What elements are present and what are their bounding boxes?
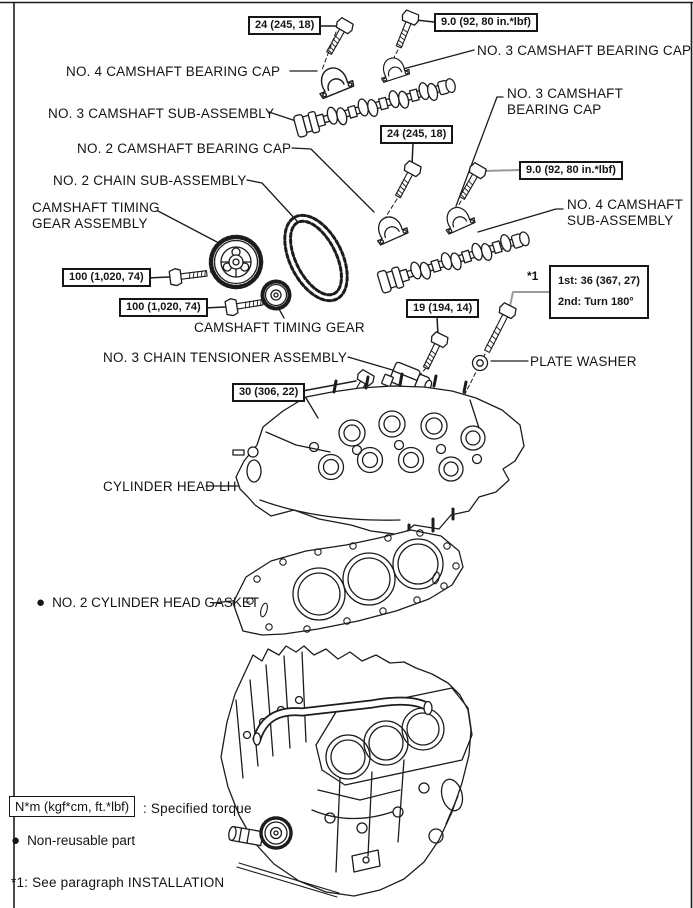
bolt-19-drawing: [418, 331, 449, 372]
legend-torque-caption: : Specified torque: [143, 801, 252, 816]
label-no2-chain-sub-assembly: NO. 2 CHAIN SUB-ASSEMBLY: [53, 173, 247, 188]
torque-box-100-lower: 100 (1,020, 74): [119, 298, 208, 317]
engine-block-drawing: [221, 646, 472, 897]
legend-footnote: *1: See paragraph INSTALLATION: [11, 875, 225, 890]
label-no2-cylinder-head-gasket: ● NO. 2 CYLINDER HEAD GASKET: [36, 594, 260, 611]
camshaft-timing-gear-drawing: [263, 282, 290, 309]
label-no4-camshaft-sub-assembly: NO. 4 CAMSHAFT SUB-ASSEMBLY: [567, 197, 684, 228]
label-camshaft-timing-gear-assembly: CAMSHAFT TIMING GEAR ASSEMBLY: [32, 200, 160, 231]
label-no3-camshaft-bearing-cap-top: NO. 3 CAMSHAFT BEARING CAP: [477, 43, 692, 58]
torque-box-24-top: 24 (245, 18): [248, 16, 321, 35]
non-reusable-bullet-icon: ●: [36, 594, 46, 611]
bolt-100-lower-drawing: [225, 294, 264, 317]
no4-bearing-cap-drawing: [313, 62, 355, 99]
legend-non-reusable: ● Non-reusable part: [11, 832, 136, 849]
torque-box-9-top: 9.0 (92, 80 in.*lbf): [434, 13, 538, 32]
no2-bearing-cap-drawing: [370, 211, 409, 245]
label-cylinder-head-lh: CYLINDER HEAD LH: [103, 479, 237, 494]
label-no4-camshaft-bearing-cap: NO. 4 CAMSHAFT BEARING CAP: [66, 64, 281, 79]
bolt-24-mid-drawing: [390, 160, 422, 201]
torque-box-multi-step: 1st: 36 (367, 27) 2nd: Turn 180°: [549, 265, 649, 319]
bolt-100-upper-drawing: [169, 265, 208, 286]
label-no3-chain-tensioner-assembly: NO. 3 CHAIN TENSIONER ASSEMBLY: [103, 350, 348, 365]
label-plate-washer: PLATE WASHER: [530, 354, 637, 369]
label-no3-camshaft-bearing-cap-right: NO. 3 CAMSHAFT BEARING CAP: [507, 86, 624, 117]
head-gasket-drawing: [233, 530, 463, 635]
camshaft-timing-gear-assembly-drawing: [211, 237, 261, 287]
no3-bearing-cap-right-drawing: [439, 202, 476, 234]
torque-box-100-upper: 100 (1,020, 74): [62, 268, 151, 287]
torque-box-19: 19 (194, 14): [406, 299, 479, 318]
torque-box-24-mid: 24 (245, 18): [380, 125, 453, 144]
bolt-9-top-drawing: [391, 9, 421, 50]
non-reusable-bullet-icon: ●: [11, 832, 21, 849]
bolt-24-top-drawing: [322, 17, 355, 58]
legend-torque-unit-box: N*m (kgf*cm, ft.*lbf): [9, 796, 135, 817]
footnote-ref-mark: *1: [527, 269, 539, 283]
torque-box-30: 30 (306, 22): [232, 383, 305, 402]
label-no2-camshaft-bearing-cap: NO. 2 CAMSHAFT BEARING CAP: [77, 141, 292, 156]
label-camshaft-timing-gear: CAMSHAFT TIMING GEAR: [194, 320, 365, 335]
label-no3-camshaft-sub-assembly: NO. 3 CAMSHAFT SUB-ASSEMBLY: [48, 106, 275, 121]
torque-box-9-right: 9.0 (92, 80 in.*lbf): [519, 161, 623, 180]
bolt-9-right-drawing: [455, 162, 488, 203]
plate-washer-drawing: [473, 356, 488, 371]
bolt-head-long-drawing: [479, 302, 517, 355]
